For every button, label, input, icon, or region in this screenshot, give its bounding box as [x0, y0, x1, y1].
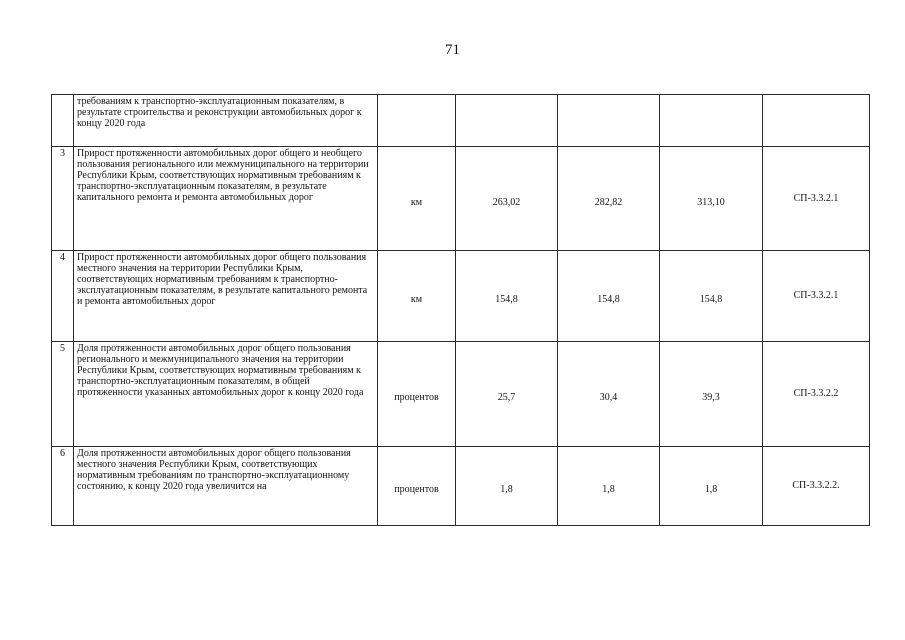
indicator-description: требованиям к транспортно-эксплуатационным показателям, в результате строительства и реконструкции автомобильных дорог к концу 2020 года: [74, 95, 378, 147]
value-cell-1: 263,02: [456, 147, 558, 251]
indicator-description: Прирост протяженности автомобильных дорог общего пользования местного значения на территории Республики Крым, соответствующих нормативным требованиям к транспортно-эксплуатационным показателям, в результате капитального ремонта и ремонта автомобильных дорог: [74, 251, 378, 342]
unit-cell: км: [378, 251, 456, 342]
indicators-table: [51, 94, 870, 526]
code-cell: СП-3.3.2.1: [763, 251, 870, 342]
value-cell-2: 282,82: [558, 147, 660, 251]
unit-cell: км: [378, 147, 456, 251]
table-row: [52, 342, 870, 447]
row-number: 3: [52, 147, 74, 251]
unit-cell: [378, 95, 456, 147]
value-cell-1: 25,7: [456, 342, 558, 447]
value-cell-3: [660, 95, 763, 147]
code-cell: СП-3.3.2.1: [763, 147, 870, 251]
table-row: [52, 251, 870, 342]
table-row: [52, 147, 870, 251]
value-cell-1: [456, 95, 558, 147]
value-cell-1: 154,8: [456, 251, 558, 342]
value-cell-3: 1,8: [660, 447, 763, 526]
code-cell: [763, 95, 870, 147]
row-number: 5: [52, 342, 74, 447]
value-cell-2: 30,4: [558, 342, 660, 447]
indicator-description: Доля протяженности автомобильных дорог общего пользования местного значения Республики Крым, соответствующих нормативным требованиям по транспортно-эксплуатационному состоянию, к концу 2020 года увеличится на: [74, 447, 378, 526]
value-cell-2: [558, 95, 660, 147]
value-cell-3: 39,3: [660, 342, 763, 447]
value-cell-2: 154,8: [558, 251, 660, 342]
indicator-description: Доля протяженности автомобильных дорог общего пользования регионального и межмуниципального значения на территории Республики Крым, соответствующих нормативным требованиям к транспортно-эксплуатационным показателям, в общей протяженности указанных автомобильных дорог к концу 2020 года: [74, 342, 378, 447]
value-cell-3: 154,8: [660, 251, 763, 342]
unit-cell: процентов: [378, 447, 456, 526]
table-row: [52, 447, 870, 526]
code-cell: СП-3.3.2.2: [763, 342, 870, 447]
value-cell-3: 313,10: [660, 147, 763, 251]
value-cell-1: 1,8: [456, 447, 558, 526]
value-cell-2: 1,8: [558, 447, 660, 526]
row-number: [52, 95, 74, 147]
code-cell: СП-3.3.2.2.: [763, 447, 870, 526]
row-number: 6: [52, 447, 74, 526]
unit-cell: процентов: [378, 342, 456, 447]
page-number: 71: [445, 42, 460, 58]
indicator-description: Прирост протяженности автомобильных дорог общего и необщего пользования регионального или межмуниципального на территории Республики Крым, соответствующих нормативным требованиям к транспортно-эксплуатационным показателям, в результате капитального ремонта и ремонта автомобильных дорог: [74, 147, 378, 251]
table-row: [52, 95, 870, 147]
row-number: 4: [52, 251, 74, 342]
